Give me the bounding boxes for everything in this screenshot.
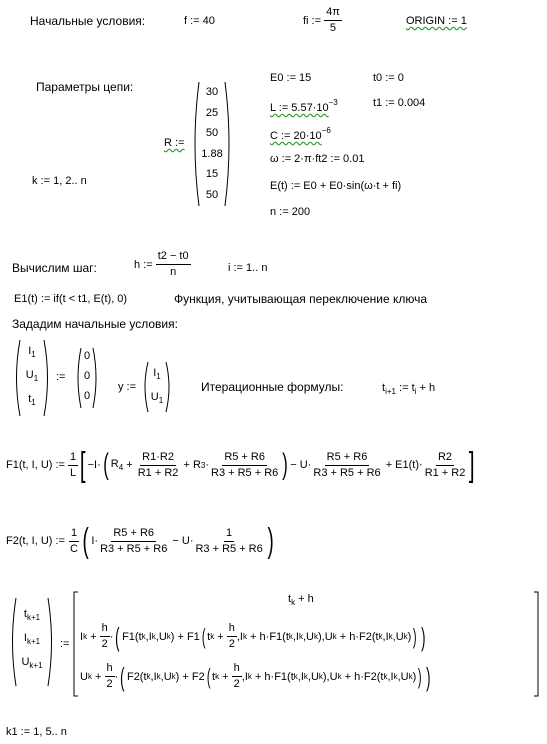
fi-lhs: fi := <box>303 14 322 27</box>
f1-lhs: F1(t, I, U) := <box>6 459 65 471</box>
r-value: 50 <box>205 127 219 139</box>
f1-frac4-num: R2 <box>436 451 454 466</box>
k1-range: k1 := 1, 5.. n <box>6 726 67 738</box>
e1-comment: Функция, учитывающая переключение ключа <box>174 292 428 306</box>
r-lhs <box>164 137 184 149</box>
update-lhs-t: $t_{k+1}$ <box>23 608 41 622</box>
f1-minus-u: − U· <box>290 459 312 471</box>
f1-frac1-den: R1 + R2 <box>137 466 179 479</box>
update-row-u: U k + $\frac{h}{2}$ · ( F2(t k ,I k ,U k ) + F2 ( t k + $\frac{h}{2}$ ,I k + h·F1(t k ,I k ,U k ),U k + h·F2(t k ,I k ,U k ) ) ) <box>80 661 431 692</box>
origin-text: ORIGIN := 1 <box>406 15 467 27</box>
f2-frac2-den: R3 + R5 + R6 <box>195 542 263 555</box>
h-numerator: t2 − t0 <box>156 250 191 265</box>
f2-frac1-den: R3 + R5 + R6 <box>100 542 168 555</box>
ic-rhs-vector <box>79 346 95 406</box>
l-lhs: L := 5.57·10 <box>270 102 329 114</box>
e1-definition: E1(t) := if(t < t1, E(t), 0) <box>14 293 128 305</box>
origin-definition <box>406 15 467 27</box>
omega-text: ω := 2·π·f <box>270 153 319 165</box>
ic-assign: := <box>56 371 66 383</box>
t0-definition: t0 := 0 <box>373 72 404 84</box>
ic-rhs-2: 0 <box>83 390 91 402</box>
f1-r4: $R_4$ <box>110 458 124 472</box>
fi-numerator: 4π <box>324 6 342 21</box>
f1-frac3-den: R3 + R5 + R6 <box>313 466 381 479</box>
f1-frac3-num: R5 + R6 <box>325 451 370 466</box>
step-label: Вычислим шаг: <box>12 261 97 275</box>
iter-label: Итерационные формулы: <box>201 380 344 394</box>
initial-conditions-label: Начальные условия: <box>30 14 146 28</box>
r-vector <box>194 82 230 205</box>
f1-frac1-num: R1·R2 <box>140 451 176 466</box>
c-lhs: C := 20·10 <box>270 130 322 142</box>
h-denominator: n <box>170 266 177 278</box>
ic-lhs-i: $I_1$ <box>28 345 36 359</box>
r-value: 25 <box>205 106 219 119</box>
iter-formula: $t_{i+1}$ := $t_i + h$ <box>382 382 436 396</box>
ic-lhs-t: $t_1$ <box>28 393 36 407</box>
f1-frac4-den: R1 + R2 <box>424 466 466 479</box>
l-exponent: −3 <box>328 98 338 107</box>
update-assign: := <box>60 638 70 650</box>
r-lhs-text: R := <box>164 137 185 149</box>
y-u: $U_1$ <box>150 391 164 405</box>
f1-frac2-num: R5 + R6 <box>222 451 267 466</box>
f2-minus-u: − U· <box>172 535 194 547</box>
l-definition <box>270 98 338 114</box>
t1-definition: t1 := 0.004 <box>373 97 426 109</box>
ic-lhs-vector <box>20 341 44 413</box>
ic-lhs-u: $U_1$ <box>25 369 39 383</box>
update-lhs-i: $I_{k+1}$ <box>23 632 41 646</box>
r-value: 30 <box>205 86 219 98</box>
e0-definition: E0 := 15 <box>270 72 312 84</box>
c-definition <box>270 126 331 142</box>
r-value: 1.88 <box>201 147 223 160</box>
f1-frac2-den: R3 + R5 + R6 <box>211 466 279 479</box>
f2-frac1-num: R5 + R6 <box>111 527 156 542</box>
c-exponent: −6 <box>321 126 331 135</box>
n-definition: n := 200 <box>270 206 311 218</box>
fi-definition <box>303 6 342 35</box>
circuit-params-label: Параметры цепи: <box>36 80 134 94</box>
y-i: $I_1$ <box>153 367 161 381</box>
i-range: i := 1.. n <box>228 262 268 274</box>
ic-rhs-1: 0 <box>83 370 91 382</box>
f-definition: f := 40 <box>184 15 215 27</box>
fi-denominator: 5 <box>329 22 337 34</box>
h-lhs: h := <box>134 258 153 271</box>
y-lhs: y := <box>118 381 137 393</box>
f2-definition: F2(t, I, U) := $\frac{1}{C}$ ( I· $\frac{R5 + R6}{R3 + R5 + R6}$ − U· $\frac{1}{R3 + R5 + R6}$ ) <box>6 522 274 560</box>
update-lhs-u: $U_{k+1}$ <box>21 656 43 670</box>
f1-minus-i: −I· <box>87 459 101 471</box>
f2-lhs: F2(t, I, U) := <box>6 535 65 547</box>
omega-definition <box>270 153 364 165</box>
update-lhs-vector <box>16 604 48 676</box>
r-value: 50 <box>205 188 219 201</box>
ic-rhs-0: 0 <box>83 350 91 362</box>
h-definition <box>134 250 191 279</box>
e-function-definition: E(t) := E0 + E0·sin(ω·t + fi) <box>270 180 402 192</box>
update-row-i: I k + $\frac{h}{2}$ · ( F1(t k ,I k ,U k ) + F1 ( t k + $\frac{h}{2}$ ,I k + h·F1(t k ,I k ,U k ),U k + h·F2(t k ,I k ,U k ) ) ) <box>80 621 426 652</box>
f2-frac2-num: 1 <box>224 527 234 542</box>
k-range: k := 1, 2.. n <box>32 175 87 187</box>
f1-definition: F1(t, I, U) := $\frac{1}{L}$ [ −I· ( $R_4$ + $\frac{R1\cdot R2}{R1 + R2}$ + R 3 · $\frac{R5 + R6}{R3 + R5 + R6}$ ) − U· $\frac{R5 + R6}{R3 + R5 + R6}$ + E1(t)· $\frac{R2}{R1 + R2}$ ] <box>6 446 475 484</box>
y-vector <box>146 363 168 411</box>
t2-definition: t2 := 0.01 <box>318 153 365 165</box>
update-row-t: $t_k + h$ <box>288 593 314 607</box>
f1-plus-e1: + E1(t)· <box>385 459 423 471</box>
r-value: 15 <box>205 168 219 180</box>
set-ic-label: Зададим начальные условия: <box>12 317 178 331</box>
